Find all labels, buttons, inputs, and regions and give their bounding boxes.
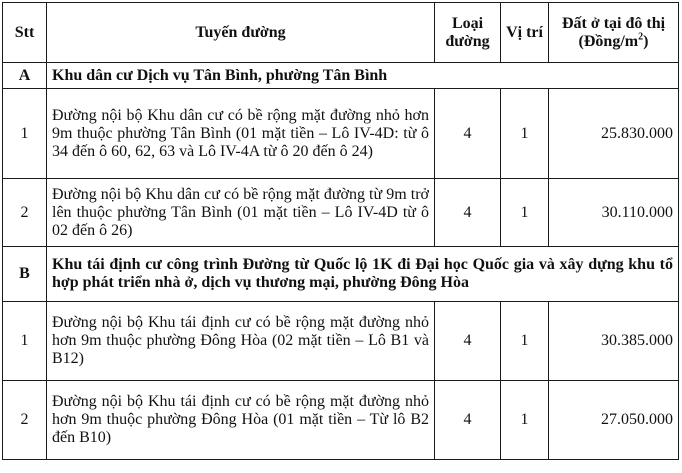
- row-stt: 1: [3, 302, 47, 381]
- header-stt: Stt: [3, 3, 47, 63]
- row-price: 27.050.000: [549, 381, 679, 460]
- header-position: Vị trí: [501, 3, 549, 63]
- row-description: Đường nội bộ Khu tái định cư có bề rộng mặt đường nhỏ hơn 9m thuộc phường Đông Hòa (02 mặt tiền – Lô B1 và B12): [47, 302, 435, 381]
- row-stt: 2: [3, 381, 47, 460]
- row-description: Đường nội bộ Khu dân cư có bề rộng mặt đường từ 9m trở lên thuộc phường Tân Bình (01 mặt tiền – Lô IV-4D từ ô 02 đến ô 26): [47, 179, 435, 247]
- section-row: [3, 63, 679, 89]
- header-price-tail: ): [643, 32, 649, 50]
- row-stt: 2: [3, 179, 47, 247]
- header-road-type: Loại đường: [435, 3, 501, 63]
- row-road-type: 4: [435, 89, 501, 179]
- row-stt: 1: [3, 89, 47, 179]
- header-price: [549, 3, 679, 63]
- row-position: 1: [501, 381, 549, 460]
- section-row: [3, 247, 679, 302]
- row-road-type: 4: [435, 302, 501, 381]
- section-code: B: [3, 247, 47, 302]
- row-description: Đường nội bộ Khu tái định cư có bề rộng mặt đường nhỏ hơn 9m thuộc phường Đông Hòa (01 mặt tiền – Từ lô B2 đến B10): [47, 381, 435, 460]
- table-row: [3, 89, 679, 179]
- row-position: 1: [501, 302, 549, 381]
- header-route: Tuyến đường: [47, 3, 435, 63]
- row-price: 30.385.000: [549, 302, 679, 381]
- row-position: 1: [501, 179, 549, 247]
- section-title: Khu dân cư Dịch vụ Tân Bình, phường Tân Bình: [47, 63, 679, 89]
- table-header-row: [3, 3, 679, 63]
- table-row: [3, 302, 679, 381]
- table-row: [3, 381, 679, 460]
- row-price: 25.830.000: [549, 89, 679, 179]
- row-description: Đường nội bộ Khu dân cư có bề rộng mặt đường nhỏ hơn 9m thuộc phường Tân Bình (01 mặt tiền – Lô IV-4D: từ ô 34 đến ô 60, 62, 63 và Lô IV-4A từ ô 20 đến ô 24): [47, 89, 435, 179]
- section-code: A: [3, 63, 47, 89]
- header-price-superscript: 2: [638, 31, 644, 43]
- row-price: 30.110.000: [549, 179, 679, 247]
- land-price-table: [2, 2, 679, 460]
- row-road-type: 4: [435, 179, 501, 247]
- section-title: Khu tái định cư công trình Đường từ Quốc lộ 1K đi Đại học Quốc gia và xây dựng khu tổ hợp phát triển nhà ở, dịch vụ thương mại, phường Đông Hòa: [47, 247, 679, 302]
- row-position: 1: [501, 89, 549, 179]
- row-road-type: 4: [435, 381, 501, 460]
- table-row: [3, 179, 679, 247]
- header-price-text: Đất ở tại đô thị (Đồng/m: [561, 14, 666, 50]
